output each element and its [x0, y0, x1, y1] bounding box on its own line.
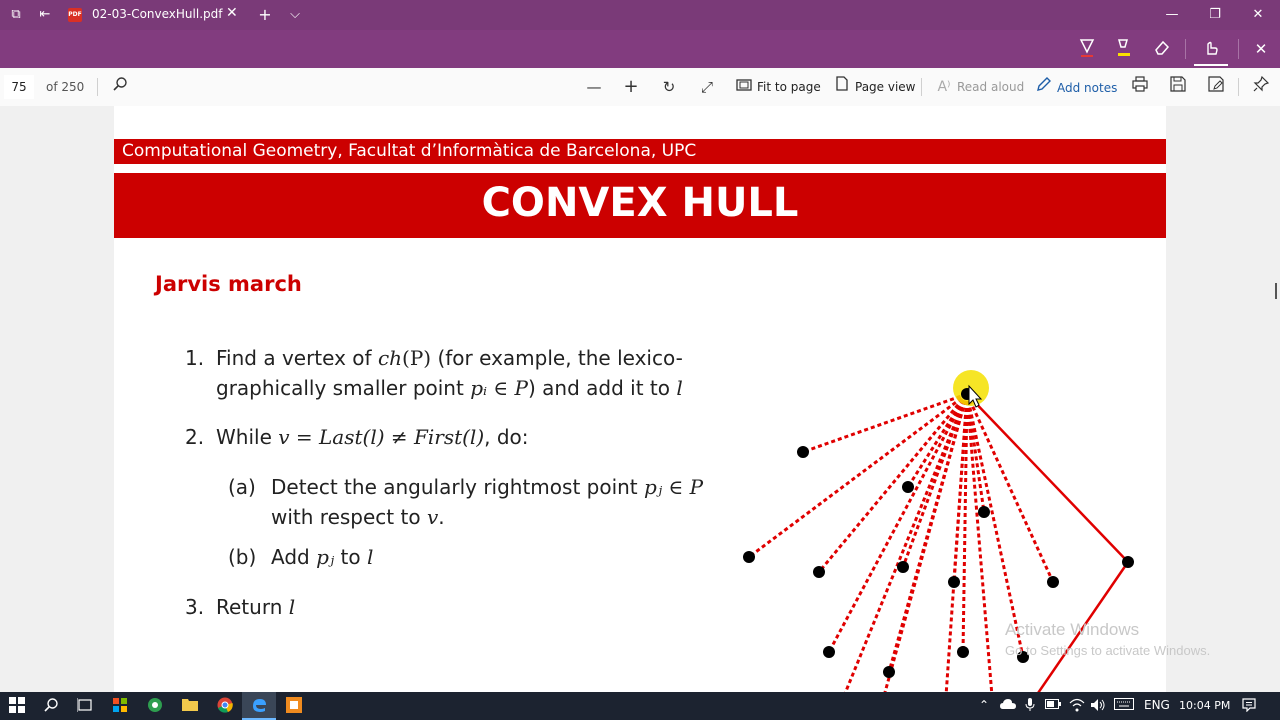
new-tab-button[interactable]: + — [258, 5, 272, 24]
read-aloud-button[interactable] — [935, 76, 1024, 98]
text-span: to — [334, 545, 367, 569]
save-icon[interactable] — [1167, 76, 1189, 98]
eraser-icon[interactable] — [1151, 38, 1173, 60]
page-count: of 250 — [46, 80, 85, 94]
onedrive-icon[interactable] — [1000, 698, 1016, 713]
keyboard-icon[interactable] — [1114, 698, 1134, 713]
text-span: (for example, the lexico- — [431, 346, 683, 370]
chrome-icon[interactable] — [216, 697, 234, 715]
text-span: Return — [216, 595, 289, 619]
point — [797, 446, 809, 458]
candidate-line — [884, 394, 967, 692]
task-view-icon[interactable] — [76, 697, 94, 715]
wifi-icon[interactable] — [1069, 698, 1085, 715]
candidate-line — [829, 394, 967, 652]
hull-edge — [967, 394, 1128, 562]
clock[interactable]: 10:04 PM — [1179, 699, 1231, 712]
pdf-toolbar — [0, 68, 1280, 107]
app-icon-orange[interactable] — [285, 697, 303, 715]
close-icon[interactable]: ✕ — [1254, 40, 1268, 58]
point — [813, 566, 825, 578]
fit-to-page-button[interactable] — [735, 76, 821, 98]
text-span: graphically smaller point — [216, 376, 471, 400]
tab-title: 02-03-ConvexHull.pdf — [92, 7, 223, 21]
ink-separator — [1185, 39, 1186, 59]
fit-to-page-label: Fit to page — [757, 80, 821, 94]
page-number-input[interactable]: 75 — [4, 75, 34, 99]
read-aloud-icon: A⁾ — [937, 79, 951, 95]
app-icon-store[interactable] — [111, 697, 129, 715]
text-span: , do: — [484, 425, 529, 449]
battery-icon[interactable] — [1045, 698, 1061, 712]
math-span: pᵢ ∈ P — [470, 376, 528, 400]
math-span: v — [426, 505, 439, 529]
math-span: l — [288, 595, 296, 619]
point — [883, 666, 895, 678]
add-notes-label: Add notes — [1057, 81, 1118, 95]
math-span: (P) — [402, 346, 432, 370]
activation-watermark-title: Activate Windows — [1005, 620, 1140, 639]
point — [823, 646, 835, 658]
math-span: ch — [377, 346, 403, 370]
windows-start-icon[interactable] — [8, 697, 26, 715]
edge-icon[interactable] — [250, 697, 268, 715]
fullscreen-button[interactable]: ⤢ — [700, 78, 713, 96]
point — [897, 561, 909, 573]
zoom-in-button[interactable]: + — [623, 76, 639, 97]
pin-icon[interactable] — [1250, 76, 1272, 98]
restore-button[interactable]: ❐ — [1209, 7, 1221, 22]
search-icon[interactable] — [42, 697, 60, 715]
notifications-icon[interactable] — [1242, 698, 1256, 715]
tab-close-button[interactable]: ✕ — [226, 5, 238, 21]
activation-watermark-text: Go to Settings to activate Windows. — [1005, 643, 1211, 658]
math-span: pⱼ — [316, 545, 335, 569]
highlight-icon[interactable] — [1113, 38, 1135, 60]
math-span: pⱼ ∈ P — [644, 475, 704, 499]
tab-list-button[interactable]: ⌵ — [290, 7, 300, 22]
step-1-number: 1. — [185, 346, 205, 370]
text-span: Detect the angularly rightmost point — [271, 475, 645, 499]
slide-header: Computational Geometry, Facultat d’Informàtica de Barcelona, UPC — [114, 139, 1166, 164]
browser-title-bar — [0, 0, 1280, 30]
volume-icon[interactable] — [1090, 698, 1106, 715]
rotate-button[interactable]: ↻ — [662, 78, 676, 96]
draw-icon[interactable] — [1076, 38, 1098, 60]
jarvis-march-diagram — [114, 106, 1166, 692]
pdf-file-icon: PDF — [68, 8, 82, 22]
toolbar-separator — [97, 78, 98, 96]
tabs-aside-icon[interactable]: ⇤ — [39, 7, 51, 22]
pen-icon — [1035, 76, 1053, 99]
toolbar-separator — [921, 78, 922, 96]
toolbar-separator — [1238, 78, 1239, 96]
text-span: While — [216, 425, 279, 449]
active-tool-underline — [1194, 64, 1228, 66]
point — [1047, 576, 1059, 588]
search-icon[interactable] — [109, 76, 131, 98]
save-as-icon[interactable] — [1205, 76, 1227, 98]
document-viewport[interactable] — [0, 106, 1280, 692]
tab-actions-icon[interactable]: ⧉ — [11, 7, 21, 22]
text-span: ) and add it to — [528, 376, 677, 400]
page-view-icon — [833, 76, 851, 98]
step-2a-label: (a) — [228, 475, 256, 499]
point — [948, 576, 960, 588]
math-span: l — [676, 376, 683, 400]
vertical-scrollbar-thumb[interactable] — [1275, 283, 1277, 299]
slide-title: CONVEX HULL — [114, 173, 1166, 238]
page-view-label: Page view — [855, 80, 916, 94]
math-span: v = Last(l) ≠ First(l) — [278, 425, 485, 449]
step-2-number: 2. — [185, 425, 205, 449]
touch-writing-icon[interactable] — [1200, 38, 1222, 60]
ink-toolbar — [0, 30, 1280, 68]
text-span: . — [438, 505, 445, 529]
text-span: Add — [271, 545, 317, 569]
point — [743, 551, 755, 563]
print-icon[interactable] — [1129, 76, 1151, 98]
read-aloud-label: Read aloud — [957, 80, 1025, 94]
point — [978, 506, 990, 518]
step-3-number: 3. — [185, 595, 205, 619]
microphone-icon[interactable] — [1025, 698, 1035, 715]
text-span: Find a vertex of — [216, 346, 378, 370]
zoom-out-button[interactable]: — — [586, 78, 602, 96]
section-heading: Jarvis march — [155, 272, 302, 296]
close-window-button[interactable]: ✕ — [1252, 7, 1264, 22]
app-icon-green[interactable] — [146, 697, 164, 715]
ink-separator — [1238, 39, 1239, 59]
minimize-button[interactable]: — — [1165, 7, 1179, 22]
point — [1122, 556, 1134, 568]
add-notes-button[interactable] — [1035, 76, 1117, 98]
step-2b-label: (b) — [228, 545, 257, 569]
text-span: with respect to — [271, 505, 427, 529]
candidate-line — [967, 394, 1023, 657]
language-indicator[interactable]: ENG — [1144, 698, 1170, 712]
windows-taskbar — [0, 692, 1280, 720]
point — [957, 646, 969, 658]
page-view-button[interactable] — [833, 76, 916, 98]
pdf-page — [114, 106, 1166, 692]
point — [902, 481, 914, 493]
fit-page-icon — [735, 76, 753, 98]
math-span: l — [366, 545, 374, 569]
file-explorer-icon[interactable] — [181, 697, 199, 715]
tray-overflow-icon[interactable]: ⌃ — [979, 698, 990, 712]
browser-tab[interactable] — [60, 0, 250, 30]
